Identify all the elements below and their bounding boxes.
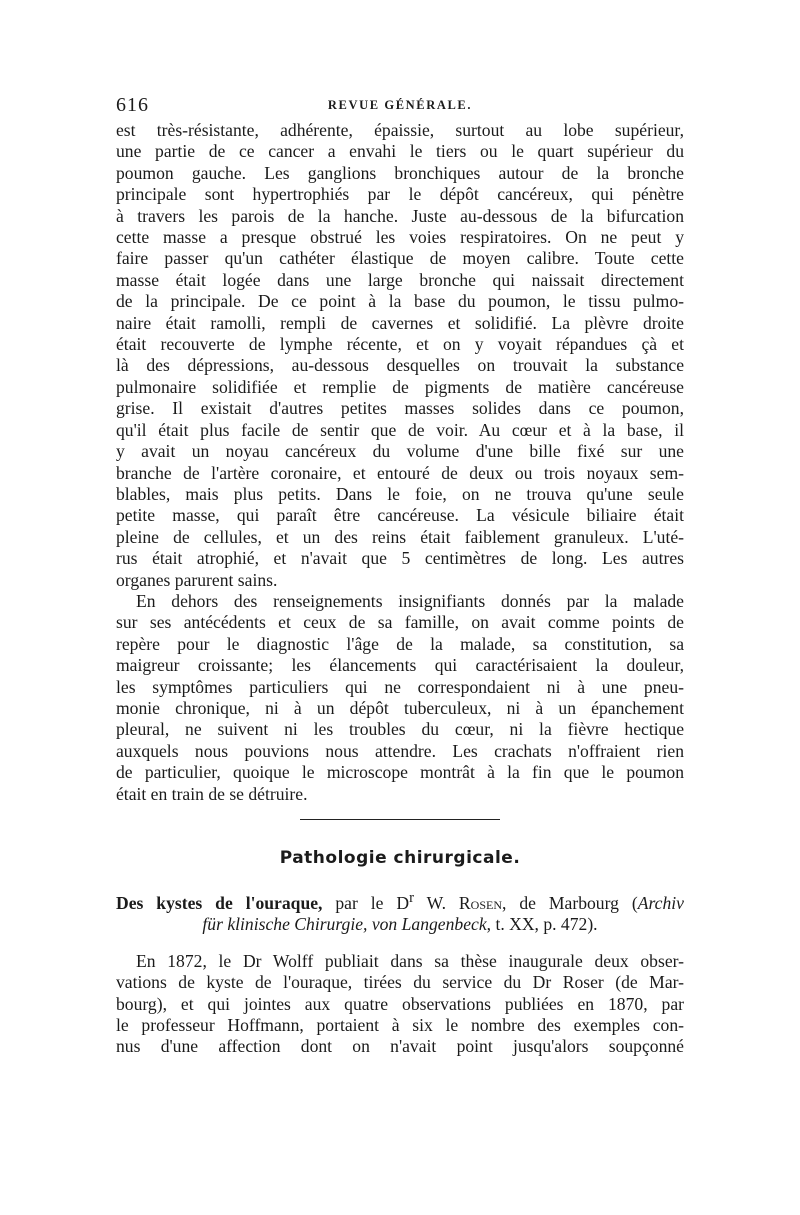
article-title	[116, 888, 684, 935]
text-line: pulmonaire solidifiée et remplie de pigments de matière cancéreuse	[116, 376, 684, 397]
text-line: En 1872, le Dr Wolff publiait dans sa thèse inaugurale deux obser-	[136, 950, 684, 971]
text-line: qu'il était plus facile de sentir que de voir. Au cœur et à la base, il	[116, 419, 684, 440]
paragraph-autopsy-continued	[116, 120, 684, 591]
section-divider-rule	[300, 819, 500, 820]
running-head: REVUE GÉNÉRALE.	[327, 98, 473, 112]
paragraph-urachus-cysts	[116, 951, 684, 1058]
text-line: rus était atrophié, et n'avait que 5 centimètres de long. Les autres	[116, 548, 684, 569]
page-header	[116, 94, 684, 118]
page-number: 616	[116, 94, 149, 116]
text-line: nus d'une affection dont on n'avait point jusqu'alors soupçonné	[116, 1036, 684, 1057]
text-line: faire passer qu'un cathéter élastique de moyen calibre. Toute cette	[116, 248, 684, 269]
text-line: les symptômes particuliers qui ne correspondaient ni à une pneu-	[116, 676, 684, 697]
text-line: y avait un noyau cancéreux du volume d'une bille fixé sur une	[116, 441, 684, 462]
text-line: cette masse a presque obstrué les voies respiratoires. On ne peut y	[116, 227, 684, 248]
text-line: monie chronique, ni à un dépôt tuberculeux, ni à un épanchement	[116, 697, 684, 718]
article-title-bold: Des kystes de l'ouraque,	[116, 892, 323, 913]
article-place: , de Marbourg (	[502, 892, 638, 913]
text-line: blables, mais plus petits. Dans le foie, on ne trouva qu'une seule	[116, 483, 684, 504]
text-line: vations de kyste de l'ouraque, tirées du service du Dr Roser (de Mar-	[116, 972, 684, 993]
text-line: auxquels nous pouvions nous attendre. Les crachats n'offraient rien	[116, 740, 684, 761]
text-line: organes parurent sains.	[116, 569, 278, 590]
text-line: grise. Il existait d'autres petites masses solides dans ce poumon,	[116, 398, 684, 419]
article-volume: , t. XX, p. 472).	[486, 913, 598, 934]
text-line: de la principale. De ce point à la base du poumon, le tissu pulmo-	[116, 291, 684, 312]
text-line: à travers les parois de la hanche. Juste au-dessous de la bifurcation	[116, 205, 684, 226]
text-line: bourg), et qui jointes aux quatre observations publiées en 1870, par	[116, 993, 684, 1014]
text-line: sur ses antécédents et ceux de sa famille, on avait comme points de	[116, 612, 684, 633]
article-journal-part1: Archiv	[637, 892, 684, 913]
text-line: était en train de se détruire.	[116, 783, 308, 804]
article-author: W. Rosen	[414, 892, 503, 913]
text-line: branche de l'artère coronaire, et entouré de deux ou trois noyaux sem-	[116, 462, 684, 483]
text-line: principale sont hypertrophiés par le dépôt cancéreux, qui pénètre	[116, 184, 684, 205]
text-line: de particulier, quoique le microscope montrât à la fin que le poumon	[116, 762, 684, 783]
article-by: par le D	[322, 892, 410, 913]
article-title-line-1	[116, 888, 684, 914]
article-title-line-2	[116, 914, 684, 935]
text-line: maigreur croissante; les élancements qui caractérisaient la douleur,	[116, 655, 684, 676]
document-page	[116, 94, 684, 1058]
text-line: était recouverte de lymphe récente, et on y voyait répandues çà et	[116, 334, 684, 355]
text-line: poumon gauche. Les ganglions bronchiques autour de la bronche	[116, 162, 684, 183]
text-line: masse était logée dans une large bronche qui naissait directement	[116, 269, 684, 290]
article-journal-part2: für klinische Chirurgie, von Langenbeck	[202, 913, 487, 934]
text-line: En dehors des renseignements insignifiants donnés par la malade	[136, 590, 684, 611]
text-line: naire était ramolli, rempli de cavernes et solidifié. La plèvre droite	[116, 312, 684, 333]
text-line: est très-résistante, adhérente, épaissie, surtout au lobe supérieur,	[116, 120, 684, 140]
article-by-sup: r	[409, 890, 414, 906]
text-line: pleine de cellules, et un des reins était faiblement granuleux. L'uté-	[116, 526, 684, 547]
text-line: repère pour le diagnostic l'âge de la malade, sa constitution, sa	[116, 633, 684, 654]
text-line: pleural, ne suivent ni les troubles du cœur, ni la fièvre hectique	[116, 719, 684, 740]
paragraph-diagnosis	[116, 591, 684, 805]
text-line: petite masse, qui paraît être cancéreuse. La vésicule biliaire était	[116, 505, 684, 526]
section-title: Pathologie chirurgicale.	[279, 848, 521, 868]
text-line: le professeur Hoffmann, portaient à six le nombre des exemples con-	[116, 1015, 684, 1036]
text-line: une partie de ce cancer a envahi le tiers ou le quart supérieur du	[116, 141, 684, 162]
text-line: là des dépressions, au-dessous desquelles on trouvait la substance	[116, 355, 684, 376]
